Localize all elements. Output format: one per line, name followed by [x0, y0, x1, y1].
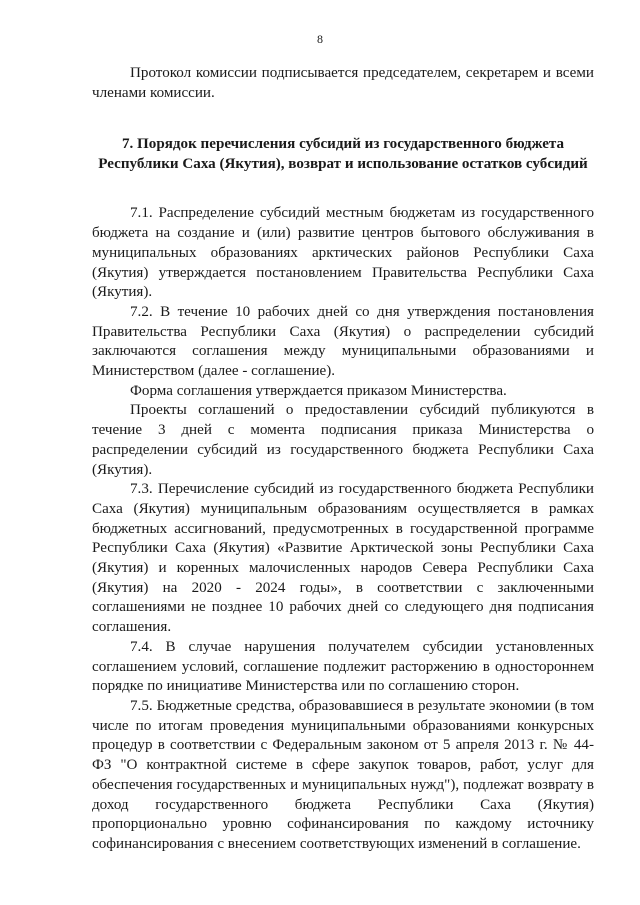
paragraph-7-5: 7.5. Бюджетные средства, образовавшиеся в результате экономии (в том числе по итогам проведения муниципальными образованиями конкурсных процедур в соответствии с Федеральным законом от 5 апреля 2013 г. № 44-ФЗ "О контрактной системе в сфере закупок товаров, работ, услуг для обеспечения государственных и муниципальных нужд"), подлежат возврату в доход государственного бюджета Республики Саха (Якутия) пропорционально уровню софинансирования по каждому источнику софинансирования с внесением соответствующих изменений в соглашение.	[92, 697, 594, 852]
section-title-line-1: 7. Порядок перечисления субсидий из государственного бюджета	[121, 136, 565, 153]
section-title	[92, 134, 594, 174]
section-title-line-2: Республики Саха (Якутия), возврат и использование остатков субсидий	[98, 156, 588, 173]
intro-paragraph: Протокол комиссии подписывается председателем, секретарем и всеми членами комиссии.	[92, 65, 594, 101]
document-body	[92, 64, 594, 855]
paragraph-7-3: 7.3. Перечисление субсидий из государственного бюджета Республики Саха (Якутия) муниципальным образованиям осуществляется в рамках бюджетных ассигнований, предусмотренных в государственной программе Республики Саха (Якутия) «Развитие Арктической зоны Республики Саха (Якутия) и коренных малочисленных народов Севера Республики Саха (Якутия) на 2020 - 2024 годы», в соответствии с заключенными соглашениями не позднее 10 рабочих дней со следующего дня подписания соглашения.	[92, 481, 594, 636]
page-number: 8	[317, 32, 323, 46]
paragraph-agreement-form: Форма соглашения утверждается приказом Министерства.	[130, 382, 507, 399]
paragraph-draft-agreements: Проекты соглашений о предоставлении субсидий публикуются в течение 3 дней с момента подписания приказа Министерства о распределении субсидий из государственного бюджета Республики Саха (Якутия).	[92, 402, 594, 478]
paragraph-7-4: 7.4. В случае нарушения получателем субсидии установленных соглашением условий, соглашение подлежит расторжению в одностороннем порядке по инициативе Министерства или по соглашению сторон.	[92, 638, 594, 695]
paragraph-7-2: 7.2. В течение 10 рабочих дней со дня утверждения постановления Правительства Республики Саха (Якутия) о распределении субсидий заключаются соглашения между муниципальными образованиями и Министерством (далее - соглашение).	[92, 303, 594, 380]
paragraph-7-1: 7.1. Распределение субсидий местным бюджетам из государственного бюджета на создание и (или) развитие центров бытового обслуживания в муниципальных образованиях арктических районов Республики Саха (Якутия) утверждается постановлением Правительства Республики Саха (Якутия).	[92, 205, 594, 301]
